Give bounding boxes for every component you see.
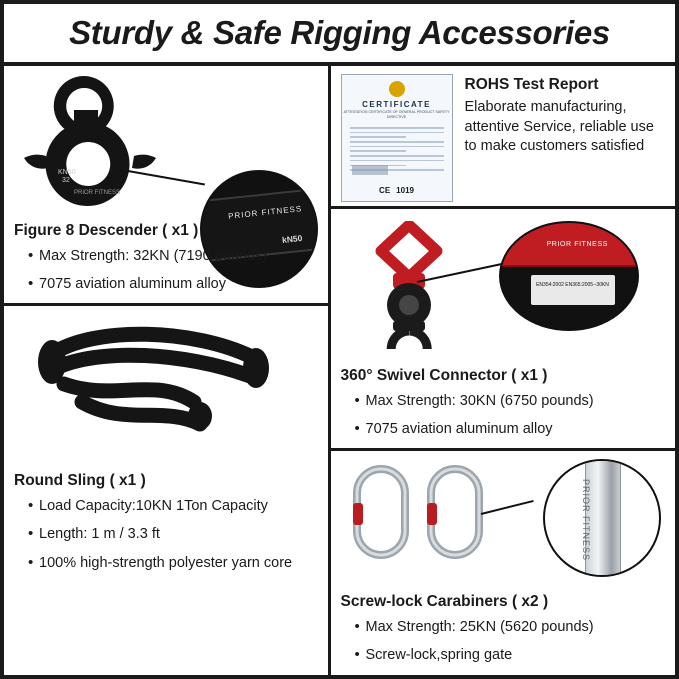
sling-title: Round Sling ( x1 ) — [14, 472, 146, 490]
rohs-title: ROHS Test Report — [464, 76, 599, 93]
swivel-image — [331, 209, 675, 361]
certificate-subheading: ATTESTATION CERTIFICATE OF GENERAL PRODUCT SAFETY DIRECTIVE — [343, 110, 450, 120]
rohs-section — [331, 66, 675, 209]
standards-label: EN354:2002 EN365:2005--30KN — [531, 275, 615, 305]
ce-mark: CE — [379, 186, 391, 195]
carabiner-title: Screw-lock Carabiners ( x2 ) — [340, 593, 549, 611]
sling-image — [4, 306, 328, 466]
svg-text:32: 32 — [62, 177, 70, 184]
signature-mark — [352, 165, 388, 175]
svg-text:KN50: KN50 — [58, 169, 76, 176]
list-item: • Max Strength: 25KN (5620 pounds) — [355, 618, 667, 637]
swivel-title: 360° Swivel Connector ( x1 ) — [340, 367, 548, 384]
list-item: • Screw-lock,spring gate — [355, 646, 667, 665]
notified-body-number: 1019 — [396, 186, 414, 195]
list-item: • Length: 1 m / 3.3 ft — [28, 525, 320, 544]
rohs-description: Elaborate manufacturing, attentive Service, reliable use to make customers satisfied — [464, 99, 654, 155]
seal-icon — [389, 81, 405, 97]
engraving-text: PRIOR FITNESS — [581, 479, 591, 562]
swivel-zoom-callout — [499, 221, 639, 331]
figure8-descender-illustration — [22, 70, 212, 210]
carabiner-bullets — [331, 618, 675, 665]
left-column — [4, 66, 331, 675]
sling-bullets — [4, 497, 328, 572]
brand-label: PRIOR FITNESS — [546, 241, 608, 248]
page-title: Sturdy & Safe Rigging Accessories — [69, 14, 610, 51]
sling-section — [4, 306, 328, 581]
list-item: • 100% high-strength polyester yarn core — [28, 554, 320, 573]
list-item: • Load Capacity:10KN 1Ton Capacity — [28, 497, 320, 516]
right-column — [331, 66, 675, 675]
swivel-section — [331, 209, 675, 451]
carabiner-section — [331, 451, 675, 674]
content-grid — [4, 66, 675, 675]
swivel-bullets — [331, 392, 675, 439]
figure8-zoom-callout: PRIOR FITNESS kN50 — [200, 170, 318, 288]
carabiner-illustration — [339, 457, 539, 567]
list-item: • Max Strength: 32KN (7190 pounds) — [28, 247, 320, 266]
svg-text:PRIOR FITNESS: PRIOR FITNESS — [74, 190, 121, 196]
list-item: • 7075 aviation aluminum alloy — [28, 275, 320, 294]
certificate-marks — [342, 186, 452, 195]
carabiner-image — [331, 451, 675, 587]
figure8-section — [4, 66, 328, 306]
certificate-image — [341, 74, 453, 202]
header-banner — [4, 4, 675, 66]
carabiner-zoom-callout — [543, 459, 661, 577]
swivel-connector-illustration — [363, 221, 513, 349]
round-sling-illustration — [4, 306, 324, 458]
list-item: • Max Strength: 30KN (6750 pounds) — [355, 392, 667, 411]
figure8-title: Figure 8 Descender ( x1 ) — [14, 222, 199, 239]
list-item: • 7075 aviation aluminum alloy — [355, 420, 667, 439]
certificate-heading: CERTIFICATE — [362, 100, 431, 109]
